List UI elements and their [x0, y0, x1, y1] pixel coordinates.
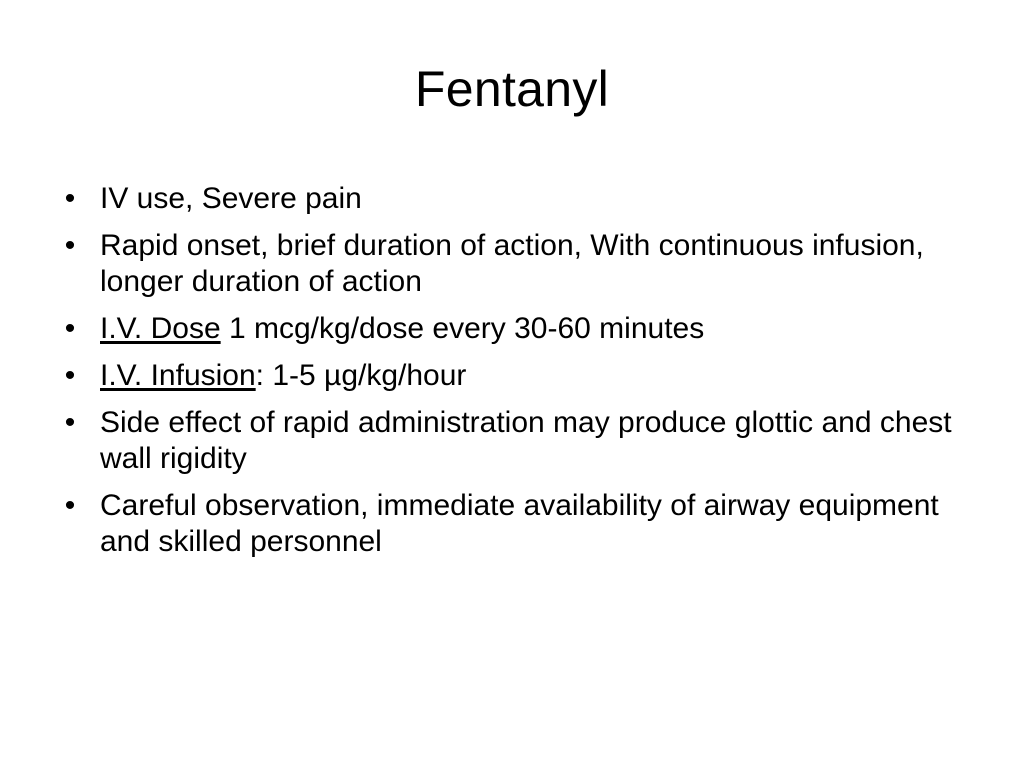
bullet-item — [58, 181, 978, 217]
bullet-text: Rapid onset, brief duration of action, With continuous infusion, longer duration of action — [100, 229, 924, 298]
bullet-text: 1 mcg/kg/dose every 30-60 minutes — [220, 312, 705, 345]
bullet-item — [58, 488, 978, 560]
bullet-label: I.V. Infusion — [100, 359, 256, 392]
bullet-label: I.V. Dose — [100, 312, 221, 345]
bullet-item — [58, 358, 978, 394]
bullet-text: IV use, Severe pain — [100, 182, 362, 215]
bullet-icon: • — [64, 182, 76, 215]
bullet-text: Careful observation, immediate availability of airway equipment and skilled personnel — [100, 489, 939, 558]
bullet-item — [58, 228, 978, 300]
bullet-item — [58, 311, 978, 347]
bullet-item — [58, 405, 978, 477]
bullet-icon: • — [64, 359, 76, 392]
bullet-icon: • — [64, 406, 76, 439]
bullet-icon: • — [64, 312, 76, 345]
bullet-text: Side effect of rapid administration may produce glottic and chest wall rigidity — [100, 406, 952, 475]
slide-title: Fentanyl — [414, 61, 610, 117]
bullet-icon: • — [64, 229, 76, 262]
bullet-icon: • — [64, 489, 76, 522]
bullet-list — [58, 181, 978, 571]
bullet-text: : 1-5 µg/kg/hour — [255, 359, 467, 392]
